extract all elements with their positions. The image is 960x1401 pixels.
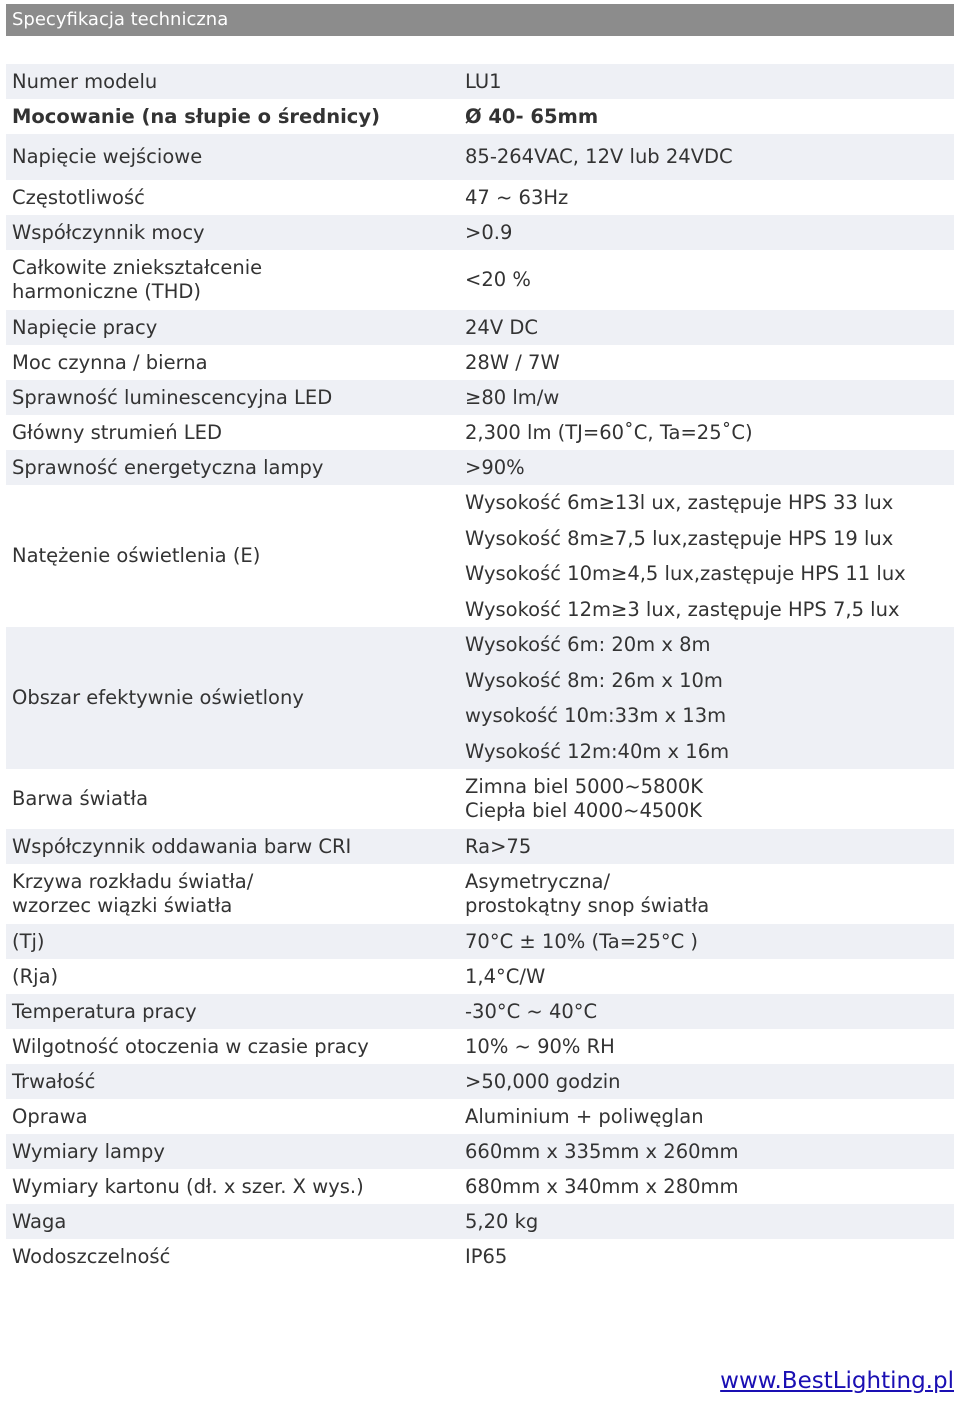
- spec-row: [6, 380, 954, 415]
- spec-value-line: 85-264VAC, 12V lub 24VDC: [465, 145, 733, 168]
- spec-row: [6, 485, 954, 627]
- spec-label: [6, 316, 465, 340]
- spec-label: [6, 1035, 465, 1059]
- spec-value-line: 47 ~ 63Hz: [465, 185, 569, 209]
- spec-value-line: 28W / 7W: [465, 350, 560, 374]
- spec-value: [465, 1245, 954, 1269]
- spec-label: [6, 386, 465, 410]
- spec-value-line: Wysokość 10m≥4,5 lux,zastępuje HPS 11 lux: [465, 562, 906, 585]
- spec-value-line: 24V DC: [465, 315, 538, 339]
- spec-label: [6, 221, 465, 245]
- spec-label-line: (Tj): [12, 929, 45, 953]
- spec-row: [6, 180, 954, 215]
- spec-label-line: Wodoszczelność: [12, 1244, 171, 1268]
- spec-value-line: Wysokość 8m≥7,5 lux,zastępuje HPS 19 lux: [465, 526, 894, 550]
- spec-value-line: Wysokość 12m≥3 lux, zastępuje HPS 7,5 lux: [465, 597, 900, 621]
- spec-label-line: Częstotliwość: [12, 185, 145, 209]
- spec-value-line: 1,4°C/W: [465, 964, 546, 988]
- spec-value: [465, 1035, 954, 1059]
- spec-value-line: 660mm x 335mm x 260mm: [465, 1139, 739, 1163]
- spec-label: [6, 70, 465, 94]
- spec-value: [465, 105, 954, 129]
- spec-value-line: >90%: [465, 455, 525, 479]
- spec-row: [6, 1064, 954, 1099]
- spec-row: [6, 829, 954, 864]
- spec-value-line: ≥80 lm/w: [465, 385, 560, 409]
- spec-label-line: Natężenie oświetlenia (E): [12, 544, 261, 567]
- spec-value-line: 5,20 kg: [465, 1209, 539, 1233]
- spec-value: [465, 1210, 954, 1234]
- spec-value: [465, 485, 954, 627]
- spec-row: [6, 924, 954, 959]
- spec-label: [6, 870, 465, 918]
- spec-label-line: Barwa światła: [12, 787, 149, 810]
- spec-label-line: Oprawa: [12, 1104, 88, 1128]
- spec-label-line: Waga: [12, 1209, 67, 1233]
- spec-row: [6, 959, 954, 994]
- spec-value: [465, 1000, 954, 1024]
- spec-label-line: Współczynnik oddawania barw CRI: [12, 834, 352, 858]
- spec-value-line: LU1: [465, 69, 502, 93]
- spec-value: [465, 351, 954, 375]
- spec-row: [6, 1029, 954, 1064]
- spec-value-line: -30°C ~ 40°C: [465, 999, 598, 1023]
- spec-label: [6, 835, 465, 859]
- spec-label-line: harmoniczne (THD): [12, 280, 202, 303]
- spec-value: [465, 221, 954, 245]
- spec-value: [465, 316, 954, 340]
- spec-label-line: Numer modelu: [12, 69, 158, 93]
- spec-label: [6, 105, 465, 129]
- spec-row: [6, 627, 954, 769]
- spec-label-line: Napięcie wejściowe: [12, 145, 203, 168]
- spec-row: [6, 345, 954, 380]
- spec-label-line: Krzywa rozkładu światła/: [12, 870, 254, 893]
- spec-label: [6, 421, 465, 445]
- spec-label: [6, 256, 465, 304]
- spec-label: [6, 351, 465, 375]
- spec-value-line: Asymetryczna/: [465, 870, 611, 893]
- spec-value-line: Wysokość 6m: 20m x 8m: [465, 633, 711, 656]
- spec-row: [6, 215, 954, 250]
- spec-label-line: Całkowite zniekształcenie: [12, 256, 263, 279]
- spec-value: [465, 386, 954, 410]
- spec-label-line: Współczynnik mocy: [12, 220, 205, 244]
- spec-value: [465, 1105, 954, 1129]
- spec-value-line: >50,000 godzin: [465, 1069, 621, 1093]
- spec-label: [6, 1175, 465, 1199]
- spec-value-line: IP65: [465, 1244, 508, 1268]
- spec-row: [6, 99, 954, 134]
- spec-header: [6, 4, 954, 36]
- spec-label: [6, 787, 465, 811]
- spec-label-line: Wymiary lampy: [12, 1139, 165, 1163]
- spec-label-line: (Rja): [12, 964, 59, 988]
- spec-value: [465, 421, 954, 445]
- spec-label: [6, 1210, 465, 1234]
- spec-value-line: wysokość 10m:33m x 13m: [465, 704, 727, 727]
- spec-value: [465, 186, 954, 210]
- website-link[interactable]: www.BestLighting.pl: [720, 1368, 954, 1394]
- spec-value: [465, 456, 954, 480]
- spec-value-line: Ra>75: [465, 834, 532, 858]
- spec-title: Specyfikacja techniczna: [12, 9, 229, 30]
- spec-label: [6, 1140, 465, 1164]
- spec-row: [6, 769, 954, 829]
- spec-row: [6, 1134, 954, 1169]
- spec-value: [465, 965, 954, 989]
- spec-row: [6, 1169, 954, 1204]
- spec-label: [6, 456, 465, 480]
- spec-label-line: wzorzec wiązki światła: [12, 894, 233, 917]
- spec-label: [6, 1000, 465, 1024]
- spec-row: [6, 1099, 954, 1134]
- spec-row: [6, 134, 954, 180]
- spec-row: [6, 250, 954, 310]
- spec-row: [6, 1204, 954, 1239]
- spec-label-line: Obszar efektywnie oświetlony: [12, 686, 304, 709]
- spec-label: [6, 145, 465, 169]
- spec-value: [465, 268, 954, 292]
- spec-value-line: 2,300 lm (TJ=60˚C, Ta=25˚C): [465, 420, 753, 444]
- spec-value: [465, 70, 954, 94]
- spec-label-line: Wilgotność otoczenia w czasie pracy: [12, 1034, 369, 1058]
- spec-value-line: prostokątny snop światła: [465, 894, 710, 917]
- spec-value: [465, 1175, 954, 1199]
- spec-row: [6, 864, 954, 924]
- spec-value-line: 70°C ± 10% (Ta=25°C ): [465, 929, 699, 953]
- spec-label-line: Główny strumień LED: [12, 420, 222, 444]
- spec-label: [6, 1105, 465, 1129]
- spec-label-line: Napięcie pracy: [12, 315, 158, 339]
- spec-value-line: Aluminium + poliwęglan: [465, 1104, 704, 1128]
- spec-value-line: >0.9: [465, 220, 513, 244]
- spec-label: [6, 186, 465, 210]
- spec-label: [6, 930, 465, 954]
- spec-label-line: Sprawność luminescencyjna LED: [12, 385, 333, 409]
- spec-value-line: 680mm x 340mm x 280mm: [465, 1174, 739, 1198]
- spec-value-line: Ciepła biel 4000~4500K: [465, 799, 702, 822]
- spec-row: [6, 994, 954, 1029]
- spec-value: [465, 835, 954, 859]
- spec-value-line: Wysokość 6m≥13l ux, zastępuje HPS 33 lux: [465, 491, 894, 514]
- spec-value-line: Wysokość 8m: 26m x 10m: [465, 668, 723, 692]
- spec-row: [6, 1239, 954, 1274]
- spec-label-line: Trwałość: [12, 1069, 96, 1093]
- spec-label: [6, 1245, 465, 1269]
- spec-value-line: <20 %: [465, 268, 531, 291]
- spec-label-line: Wymiary kartonu (dł. x szer. X wys.): [12, 1174, 364, 1198]
- spec-label: [6, 544, 465, 568]
- spec-value: [465, 145, 954, 169]
- spec-value: [465, 1070, 954, 1094]
- spec-table: [6, 64, 954, 1274]
- spec-value: [465, 1140, 954, 1164]
- spec-value: [465, 930, 954, 954]
- spec-value-line: Ø 40- 65mm: [465, 104, 599, 128]
- spec-value: [465, 627, 954, 769]
- spec-label-line: Sprawność energetyczna lampy: [12, 455, 324, 479]
- spec-row: [6, 450, 954, 485]
- spec-row: [6, 415, 954, 450]
- spec-value: [465, 870, 954, 918]
- spec-label-line: Temperatura pracy: [12, 999, 197, 1023]
- spec-label-line: Moc czynna / bierna: [12, 350, 208, 374]
- spec-value-line: 10% ~ 90% RH: [465, 1034, 615, 1058]
- spec-label: [6, 1070, 465, 1094]
- spec-label-line: Mocowanie (na słupie o średnicy): [12, 104, 380, 128]
- spec-label: [6, 686, 465, 710]
- spec-row: [6, 64, 954, 99]
- spec-value-line: Wysokość 12m:40m x 16m: [465, 739, 730, 763]
- spec-value-line: Zimna biel 5000~5800K: [465, 775, 704, 798]
- spec-row: [6, 310, 954, 345]
- spec-value: [465, 775, 954, 823]
- spec-label: [6, 965, 465, 989]
